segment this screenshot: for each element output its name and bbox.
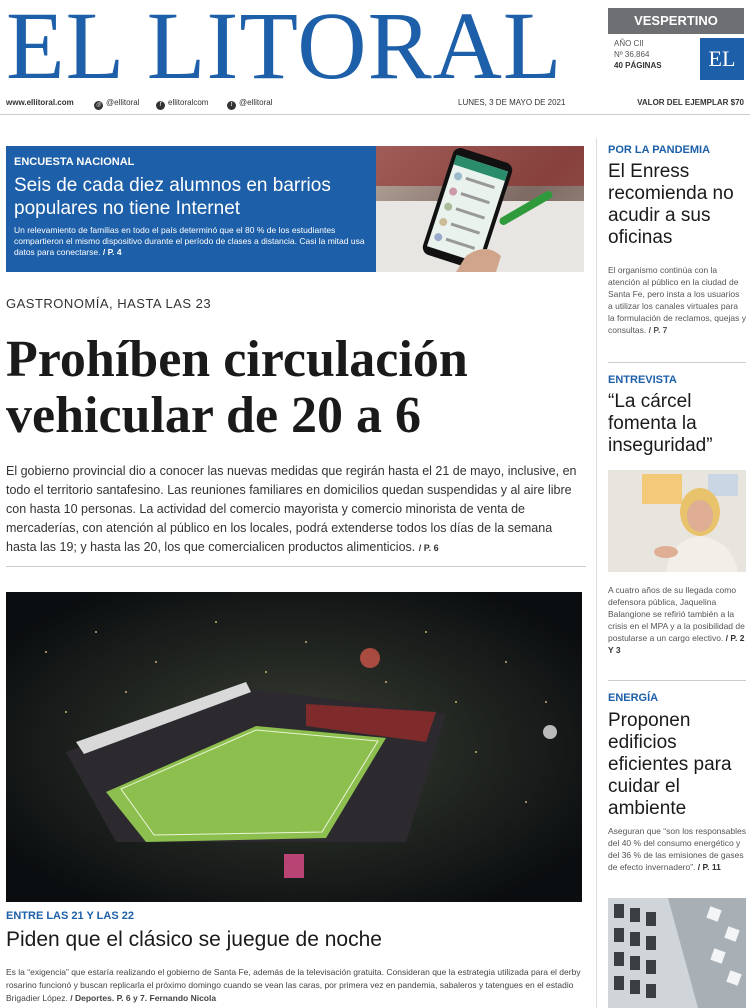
sport-page-ref: / Deportes. P. 6 y 7. Fernando Nicola bbox=[70, 993, 217, 1003]
side1-headline[interactable]: El Enress recomienda no acudir a sus oficinas bbox=[608, 161, 734, 248]
sport-body: Es la “exigencia” que estaría realizando el gobierno de Santa Fe, además de la televisación gratuita. Consideran que la estrategia utilizada para el derby rosarino funcionó y buscan replicarla el próximo domingo cuando se vean las caras, por primera vez en pandemia, sabaleros y tatengues en el estadio Brigadier López. / Deportes. P. 6 y 7. Fernando Nicola bbox=[6, 967, 581, 1003]
facebook-handle[interactable]: f ellitoralcom bbox=[156, 98, 208, 110]
side3-page-ref: / P. 11 bbox=[697, 862, 721, 872]
sport-kicker: ENTRE LAS 21 Y LAS 22 bbox=[6, 910, 134, 922]
lead-divider bbox=[6, 566, 586, 567]
instagram-icon: ◎ bbox=[95, 102, 102, 108]
side2-page-ref: / P. 2 Y 3 bbox=[608, 633, 745, 655]
side-divider-1 bbox=[608, 362, 746, 363]
side2-body: A cuatro años de su llegada como defensora pública, Jaquelina Balangione se refirió también a la crisis en el MPA y a la posibilidad de postularse a un cargo electivo. / P. 2 Y 3 bbox=[608, 585, 745, 655]
side3-headline[interactable]: Proponen edificios eficientes para cuidar el ambiente bbox=[608, 710, 732, 819]
phone-photo bbox=[376, 146, 584, 272]
side2-headline[interactable]: “La cárcel fomenta la inseguridad” bbox=[608, 391, 713, 456]
side1-body: El organismo continúa con la atención al público en la ciudad de Santa Fe, pero insta a los usuarios a utilizar los canales virtuales para la formulación de reclamos, quejas y consultas. / P. 7 bbox=[608, 265, 746, 335]
lead-body: El gobierno provincial dio a conocer las nuevas medidas que regirán hasta el 21 de mayo, inclusive, en todo el territorio santafesino. Las reuniones familiares en domicilios quedan suspendidas y al aire libre con hasta 10 personas. La actividad del comercio mayorista y comercio minorista de venta de mercaderías, con atención al público en los locales, podrá extenderse todos los días de la semana hasta las 19; y hasta las 20, los que comercialicen productos alimenticios. / P. 6 bbox=[6, 464, 577, 554]
facebook-icon: f bbox=[156, 101, 165, 110]
issue-info bbox=[614, 38, 662, 71]
side1-page-ref: / P. 7 bbox=[648, 325, 668, 335]
masthead-title: EL LITORAL bbox=[6, 0, 563, 99]
twitter-icon: t bbox=[227, 101, 236, 110]
issue-year: AÑO CII bbox=[614, 39, 644, 48]
banner-body: Un relevamiento de familias en todo el país determinó que el 80 % de los estudiantes compartieron el mismo dispositivo durante el período de clases a distancia. Casi la mitad usa datos para conectarse. / P. 4 bbox=[14, 225, 365, 257]
logo-badge: EL bbox=[700, 38, 744, 80]
side3-kicker: ENERGÍA bbox=[608, 692, 659, 704]
header-divider bbox=[0, 114, 750, 115]
banner-page-ref: / P. 4 bbox=[102, 247, 122, 257]
lead-kicker: GASTRONOMÍA, HASTA LAS 23 bbox=[6, 296, 212, 311]
side1-kicker: POR LA PANDEMIA bbox=[608, 144, 711, 156]
column-divider bbox=[596, 138, 597, 1008]
sport-headline[interactable]: Piden que el clásico se juegue de noche bbox=[6, 928, 382, 951]
side3-body: Aseguran que “son los responsables del 40 % del consumo energético y del 36 % de las emisiones de gases de efecto invernadero”. / P. 11 bbox=[608, 826, 746, 872]
issue-date: LUNES, 3 DE MAYO DE 2021 bbox=[458, 98, 566, 107]
issue-number: Nº 36.864 bbox=[614, 50, 650, 59]
banner-headline[interactable]: Seis de cada diez alumnos en barrios populares no tiene Internet bbox=[14, 175, 331, 219]
stadium-photo bbox=[6, 592, 582, 902]
side2-kicker: ENTREVISTA bbox=[608, 374, 677, 386]
interview-photo bbox=[608, 470, 746, 572]
issue-price: VALOR DEL EJEMPLAR $70 bbox=[637, 98, 744, 107]
banner-kicker: ENCUESTA NACIONAL bbox=[14, 156, 135, 168]
website-link[interactable]: www.ellitoral.com bbox=[6, 98, 74, 107]
survey-banner[interactable] bbox=[6, 146, 584, 272]
twitter-handle[interactable]: t @ellitoral bbox=[227, 98, 272, 110]
lead-headline[interactable]: Prohíben circulación vehicular de 20 a 6 bbox=[6, 331, 468, 444]
edition-label: VESPERTINO bbox=[608, 8, 744, 34]
top-bar bbox=[6, 98, 744, 112]
side-divider-2 bbox=[608, 680, 746, 681]
instagram-handle[interactable]: ◎ @ellitoral bbox=[95, 98, 140, 108]
issue-pages: 40 PÁGINAS bbox=[614, 61, 662, 70]
lead-page-ref: / P. 6 bbox=[418, 543, 439, 553]
building-photo bbox=[608, 898, 746, 1008]
